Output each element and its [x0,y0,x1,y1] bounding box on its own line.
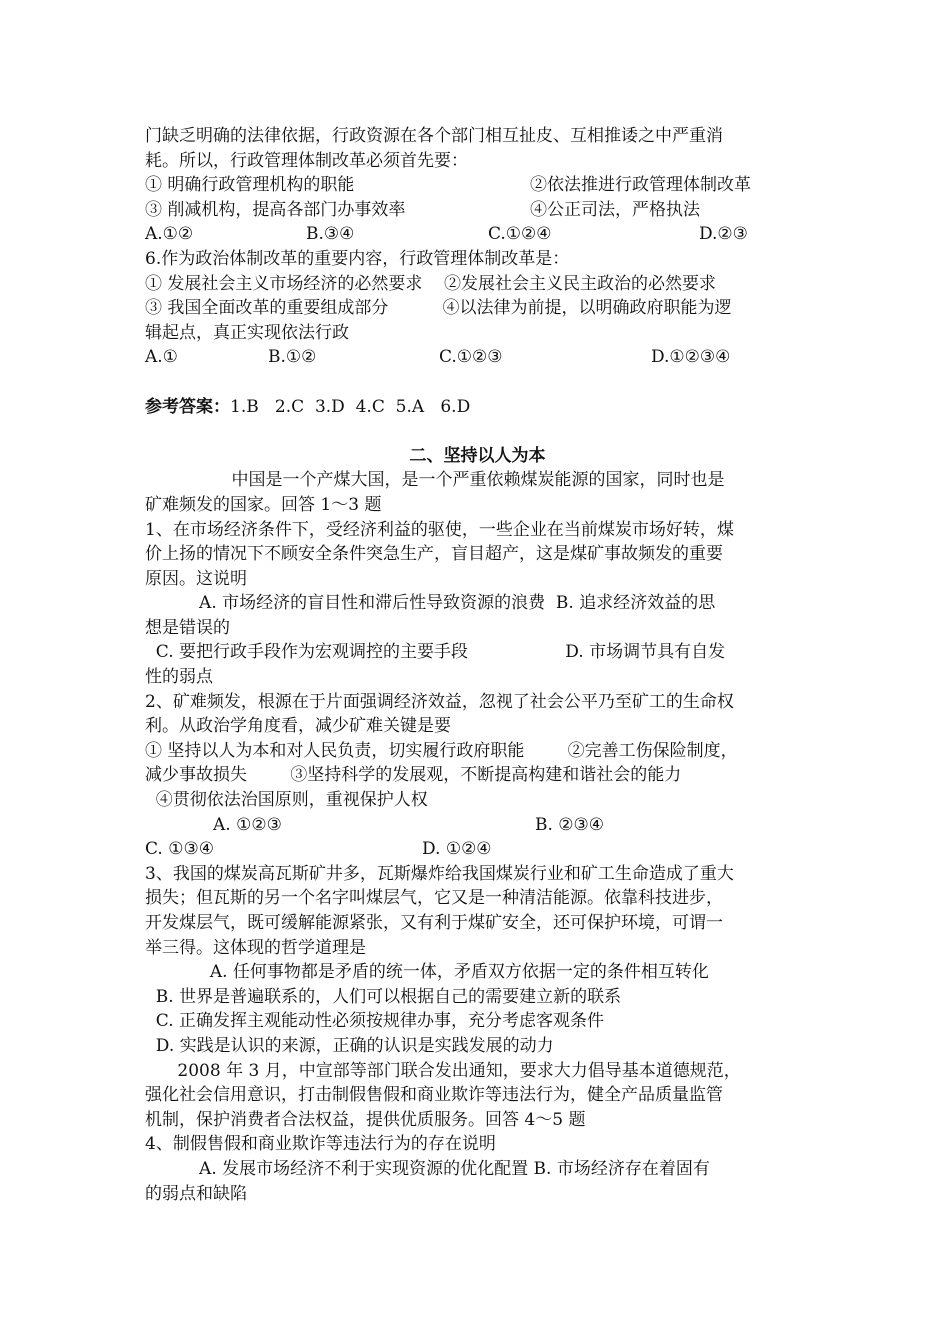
paragraph-line: 2、矿难频发，根源在于片面强调经济效益，忽视了社会公平乃至矿工的生命权 [145,691,734,712]
q5-option-4: ④公正司法，严格执法 [530,199,700,220]
paragraph-line: C. 正确发挥主观能动性必须按规律办事，充分考虑客观条件 [145,1011,605,1032]
paragraph-line: 门缺乏明确的法律依据，行政资源在各个部门相互扯皮、互相推诿之中严重消 [145,126,723,146]
q2-choice-c: C. ①③④ [145,839,214,860]
q5-choices-row [145,222,810,247]
paragraph-line: ④贯彻依法治国原则，重视保护人权 [145,790,428,811]
paragraph-line: 耗。所以，行政管理体制改革必须首先要： [145,150,468,171]
paragraph-line: A. 任何事物都是矛盾的统一体，矛盾双方依据一定的条件相互转化 [145,962,709,983]
paragraph-line: A. 市场经济的盲目性和滞后性导致资源的浪费 B. 追求经济效益的思 [145,593,716,614]
paragraph-line: D. 实践是认识的来源，正确的认识是实践发展的动力 [145,1035,554,1056]
q6-choice-b: B.①② [268,347,317,368]
q2-choice-b: B. ②③④ [535,814,605,835]
paragraph-line: 中国是一个产煤大国，是一个严重依赖煤炭能源的国家，同时也是 [145,470,725,491]
paragraph-line: 4、制假售假和商业欺诈等违法行为的存在说明 [145,1134,496,1155]
paragraph-line: 价上扬的情况下不顾安全条件突急生产，盲目超产，这是煤矿事故频发的重要 [145,544,723,565]
q6-choice-a: A.① [145,347,178,368]
q5-option-2: ②依法推进行政管理体制改革 [530,175,751,196]
section-heading: 二、坚持以人为本 [409,445,546,466]
q5-choice-b: B.③④ [306,224,355,245]
q6-choice-d: D.①②③④ [651,347,731,368]
q5-choice-c: C.①②④ [488,224,552,245]
q6-options-line: 辑起点，真正实现依法行政 [145,322,349,343]
paragraph-line: 2008 年 3 月，中宣部等部门联合发出通知，要求大力倡导基本道德规范， [145,1060,741,1081]
q2-choices-row-2 [145,837,810,862]
paragraph-line: 举三得。这体现的哲学道理是 [145,937,366,958]
q5-options-row-2 [145,198,810,223]
paragraph-line: 性的弱点 [145,667,213,688]
paragraph-line: 损失；但瓦斯的另一个名字叫煤层气，它又是一种清洁能源。依靠科技进步， [145,888,723,909]
paragraph-line: 开发煤层气，既可缓解能源紧张，又有利于煤矿安全，还可保护环境，可谓一 [145,913,723,933]
q6-stem: 6.作为政治体制改革的重要内容，行政管理体制改革是： [145,248,570,269]
paragraph-line: A. 发展市场经济不利于实现资源的优化配置 B. 市场经济存在着固有 [145,1158,710,1179]
q2-choices-row-1 [145,813,810,838]
paragraph-line: 原因。这说明 [145,568,247,589]
q6-choice-c: C.①②③ [439,347,503,368]
q5-options-row-1 [145,173,810,198]
q5-option-1: ① 明确行政管理机构的职能 [145,175,355,196]
paragraph-line: 机制，保护消费者合法权益，提供优质服务。回答 4～5 题 [145,1109,586,1130]
paragraph-line: 强化社会信用意识，打击制假售假和商业欺诈等违法行为，健全产品质量监管 [145,1085,723,1106]
q2-choice-d: D. ①②④ [422,839,492,860]
paragraph-line: 利。从政治学角度看，减少矿难关键是要 [145,716,451,737]
paragraph-line: 的弱点和缺陷 [145,1183,247,1204]
q2-choice-a: A. ①②③ [213,814,282,835]
paragraph-line: 想是错误的 [145,617,230,638]
q6-options-line: ③ 我国全面改革的重要组成部分 ④以法律为前提，以明确政府职能为逻 [145,298,732,319]
q6-options-line: ① 发展社会主义市场经济的必然要求 ②发展社会主义民主政治的必然要求 [145,273,717,294]
paragraph-line: ① 坚持以人为本和对人民负责，切实履行政府职能 ②完善工伤保险制度， [145,740,738,761]
paragraph-line: 矿难频发的国家。回答 1～3 题 [145,494,382,515]
q5-option-3: ③ 削减机构，提高各部门办事效率 [145,199,406,220]
paragraph-line: 1、在市场经济条件下，受经济利益的驱使，一些企业在当前煤炭市场好转，煤 [145,519,734,540]
q5-choice-d: D.②③ [699,224,748,245]
paragraph-line: C. 要把行政手段作为宏观调控的主要手段 D. 市场调节具有自发 [145,642,726,663]
answer-key-text: 1.B 2.C 3.D 4.C 5.A 6.D [230,396,471,417]
paragraph-line: B. 世界是普遍联系的，人们可以根据自己的需要建立新的联系 [145,986,622,1007]
answer-key-label: 参考答案： [145,396,230,417]
q5-choice-a: A.①② [145,224,194,245]
paragraph-line: 减少事故损失 ③坚持科学的发展观，不断提高构建和谐社会的能力 [145,765,682,786]
q6-choices-row [145,345,810,370]
answer-key [145,395,810,420]
paragraph-line: 3、我国的煤炭高瓦斯矿井多，瓦斯爆炸给我国煤炭行业和矿工生命造成了重大 [145,863,734,884]
document-page [145,124,810,1206]
